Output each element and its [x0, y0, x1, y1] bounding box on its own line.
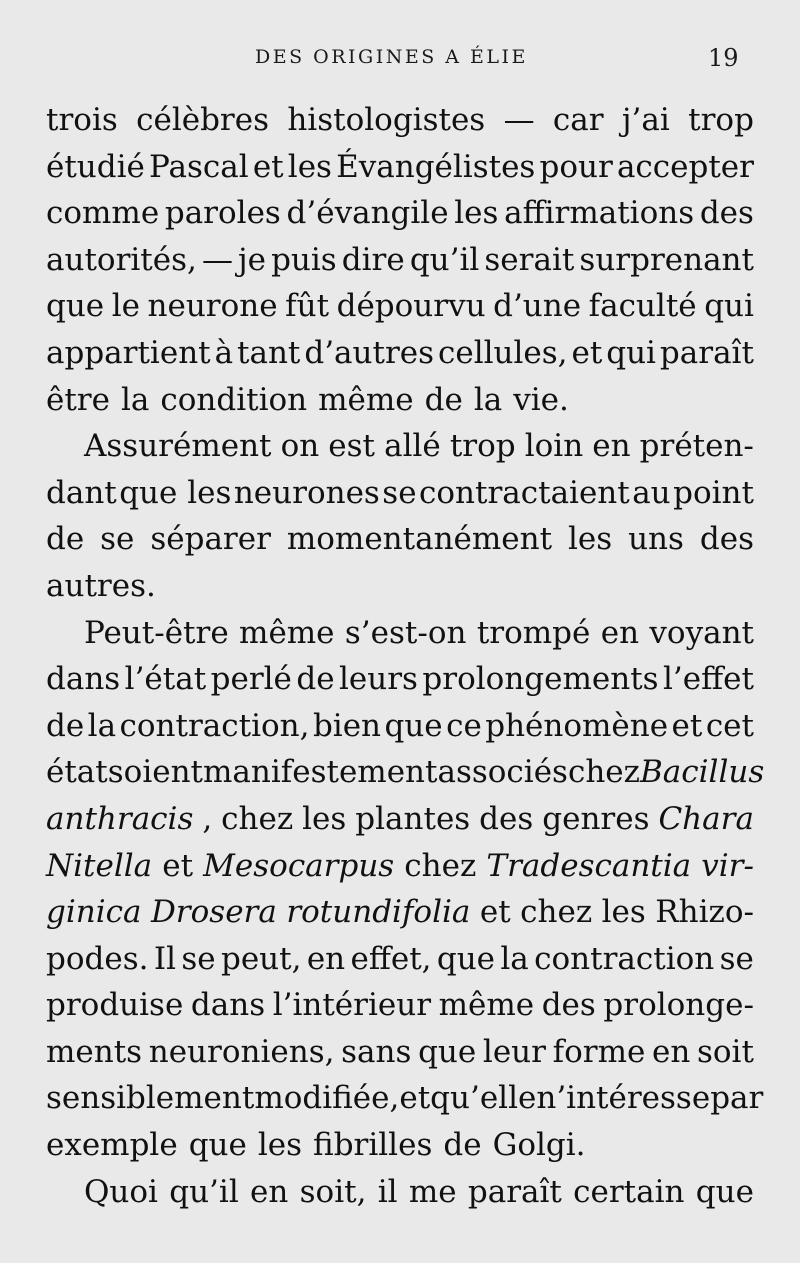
- word: n’intéresse: [536, 1080, 711, 1117]
- word: en: [592, 428, 631, 465]
- word: cellules,: [437, 334, 568, 371]
- word: état: [46, 754, 108, 791]
- word: même: [239, 614, 335, 651]
- word: neuroniens,: [148, 1033, 335, 1070]
- word: contraction,: [119, 707, 310, 744]
- text-line: [46, 563, 754, 610]
- word: faculté: [588, 288, 697, 325]
- word: d’évangile: [286, 195, 449, 232]
- word: me: [408, 1173, 457, 1210]
- word: Pascal: [149, 148, 249, 185]
- word: serait: [484, 241, 575, 278]
- text-line: [46, 470, 754, 517]
- word: fibrilles: [313, 1127, 433, 1164]
- word: en: [652, 1033, 691, 1070]
- word: que: [695, 1173, 754, 1210]
- word: modifiée,: [254, 1080, 400, 1117]
- word: les: [287, 148, 332, 185]
- word: qu’elle: [430, 1080, 537, 1117]
- word: tant: [237, 334, 301, 371]
- word: séparer: [150, 521, 271, 558]
- word: le: [111, 288, 140, 325]
- page-number: 19: [708, 44, 739, 72]
- text-line: [46, 843, 754, 890]
- word: de: [424, 381, 463, 418]
- word: neurone: [147, 288, 278, 325]
- word: paroles: [164, 195, 281, 232]
- text-line: [46, 190, 754, 237]
- word: la: [87, 707, 117, 744]
- word: l’effet: [663, 661, 754, 698]
- text-line: [46, 1122, 754, 1169]
- text-line: [46, 749, 765, 796]
- text-line: [46, 144, 754, 191]
- word: se: [719, 940, 754, 977]
- word: de: [443, 1127, 482, 1164]
- word: de: [46, 521, 85, 558]
- word: Bacillus: [639, 754, 765, 791]
- word: de: [296, 661, 335, 698]
- word: et: [399, 1080, 431, 1117]
- word: par: [710, 1080, 764, 1117]
- word: des: [699, 195, 754, 232]
- word: dépourvu: [336, 288, 486, 325]
- word: l’état: [124, 661, 207, 698]
- word: il: [377, 1173, 398, 1210]
- word: genres: [542, 800, 650, 837]
- word: anthracis: [46, 800, 194, 837]
- text-line: [46, 330, 754, 377]
- word: Tradescantia: [486, 847, 692, 884]
- word: préten-: [639, 428, 754, 465]
- word: qui: [704, 288, 754, 325]
- word: Assurément: [84, 428, 272, 465]
- word: d’une: [493, 288, 582, 325]
- word: Rhizo-: [655, 894, 754, 931]
- word: surprenant: [579, 241, 754, 278]
- word: qu’il: [169, 1173, 239, 1210]
- word: vie.: [513, 381, 569, 418]
- word: exemple: [46, 1127, 178, 1164]
- word: que: [188, 1127, 247, 1164]
- text-line: [46, 656, 754, 703]
- word: que les: [119, 474, 232, 511]
- word: de: [46, 707, 85, 744]
- text-line: [46, 610, 754, 657]
- text-line: [46, 283, 754, 330]
- word: contraction: [534, 940, 715, 977]
- word: je: [238, 241, 266, 278]
- word: ments: [46, 1033, 143, 1070]
- word: les: [601, 894, 646, 931]
- word: bien: [312, 707, 382, 744]
- word: trompé: [476, 614, 591, 651]
- word: on: [280, 428, 320, 465]
- word: que: [418, 1033, 477, 1070]
- word: autres.: [46, 567, 156, 604]
- word: paraît: [467, 1173, 562, 1210]
- word: soit: [696, 1033, 754, 1070]
- word: vir-: [701, 847, 754, 884]
- word: affirmations: [504, 195, 695, 232]
- word: étudié: [46, 148, 145, 185]
- word: chez: [404, 847, 477, 884]
- text-line: [46, 889, 754, 936]
- word: j’ai: [621, 102, 670, 138]
- word: Golgi.: [492, 1127, 586, 1164]
- word: trois: [46, 102, 118, 138]
- word: la: [500, 940, 529, 977]
- word: des: [479, 800, 534, 837]
- word: des: [699, 521, 754, 558]
- word: produise: [46, 987, 184, 1024]
- word: trop: [449, 428, 516, 465]
- word: leurs: [339, 661, 418, 698]
- word: chez: [567, 754, 640, 791]
- word: appartient: [46, 334, 211, 371]
- word: l’intérieur: [272, 987, 432, 1024]
- word: et: [479, 894, 511, 931]
- word: être: [46, 381, 110, 418]
- body-text: [46, 97, 765, 1215]
- word: allé: [384, 428, 441, 465]
- word: dire: [341, 241, 405, 278]
- word: Il: [153, 940, 176, 977]
- word: soit,: [299, 1173, 367, 1210]
- word: les: [257, 1127, 303, 1164]
- word: momentanément: [286, 521, 553, 558]
- word: loin: [524, 428, 584, 465]
- word: même: [318, 381, 414, 418]
- word: accepter: [616, 148, 754, 185]
- word: la: [120, 381, 150, 418]
- text-line: [46, 377, 754, 424]
- word: associés: [437, 754, 568, 791]
- running-title: DES ORIGINES A ÉLIE: [255, 46, 528, 68]
- word: prolonge-: [603, 987, 754, 1024]
- word: en: [306, 940, 346, 977]
- word: et: [252, 148, 284, 185]
- word: dans: [46, 661, 121, 698]
- word: Évangélistes: [336, 148, 536, 185]
- word: sensiblement: [46, 1080, 255, 1117]
- word: les: [302, 800, 347, 837]
- word: et: [162, 847, 194, 884]
- word: en: [600, 614, 640, 651]
- word: que: [46, 288, 105, 325]
- word: contractaient: [419, 474, 630, 511]
- word: leur: [482, 1033, 546, 1070]
- word: certain: [573, 1173, 685, 1210]
- word: que: [436, 940, 496, 977]
- word: chez: [520, 894, 593, 931]
- word: histologistes: [287, 102, 486, 138]
- word: s’est-on: [344, 614, 467, 651]
- word: ginica: [46, 894, 142, 931]
- word: Peut-être: [84, 614, 229, 651]
- word: est: [328, 428, 376, 465]
- text-line: [46, 1169, 754, 1216]
- word: effet,: [350, 940, 432, 977]
- word: célèbres: [136, 102, 269, 138]
- word: en: [250, 1173, 289, 1210]
- word: et: [671, 707, 703, 744]
- word: —: [201, 241, 233, 278]
- word: Nitella: [46, 847, 153, 884]
- word: soient: [107, 754, 204, 791]
- word: plantes: [355, 800, 471, 837]
- word: sans: [341, 1033, 412, 1070]
- word: fût: [285, 288, 330, 325]
- word: ce: [446, 707, 482, 744]
- word: Chara: [658, 800, 754, 837]
- word: se: [181, 940, 216, 977]
- word: peut,: [220, 940, 302, 977]
- text-line: [46, 796, 754, 843]
- word: que: [384, 707, 443, 744]
- word: paraît: [659, 334, 754, 371]
- word: se: [382, 474, 417, 511]
- word: condition: [160, 381, 308, 418]
- text-line: [46, 982, 754, 1029]
- word: rotundifolia: [286, 894, 471, 931]
- text-line: [46, 97, 754, 144]
- text-line: [46, 703, 754, 750]
- word: dans: [190, 987, 266, 1024]
- text-line: [46, 423, 754, 470]
- word: neurones: [233, 474, 380, 511]
- word: comme: [46, 195, 160, 232]
- word: —: [503, 102, 535, 138]
- word: autorités,: [46, 241, 197, 278]
- word: Quoi: [84, 1173, 158, 1210]
- word: qui: [606, 334, 656, 371]
- word: d’autres: [304, 334, 435, 371]
- text-line: [46, 1075, 764, 1122]
- word: même: [438, 987, 535, 1024]
- text-line: [46, 516, 754, 563]
- word: puis: [271, 241, 337, 278]
- word: la: [473, 381, 503, 418]
- word: Mesocarpus: [203, 847, 395, 884]
- word: perlé: [210, 661, 292, 698]
- word: chez: [221, 800, 294, 837]
- word: voyant: [649, 614, 754, 651]
- word: pour: [539, 148, 613, 185]
- text-line: [46, 237, 754, 284]
- word: phénomène: [485, 707, 669, 744]
- text-line: [46, 1029, 754, 1076]
- word: point: [673, 474, 754, 511]
- word: car: [552, 102, 604, 138]
- word: prolongements: [422, 661, 659, 698]
- word: les: [567, 521, 613, 558]
- word: au: [632, 474, 671, 511]
- word: uns: [628, 521, 684, 558]
- text-line: [46, 936, 754, 983]
- word: cet: [705, 707, 754, 744]
- word: qu’il: [409, 241, 480, 278]
- word: et: [571, 334, 603, 371]
- word: manifestement: [203, 754, 438, 791]
- word: à: [214, 334, 234, 371]
- word: des: [541, 987, 596, 1024]
- word: se: [100, 521, 135, 558]
- word: ,: [202, 800, 213, 837]
- word: dant: [46, 474, 117, 511]
- word: les: [454, 195, 499, 232]
- word: Drosera: [150, 894, 277, 931]
- word: trop: [688, 102, 754, 138]
- word: podes.: [46, 940, 149, 977]
- word: forme: [552, 1033, 646, 1070]
